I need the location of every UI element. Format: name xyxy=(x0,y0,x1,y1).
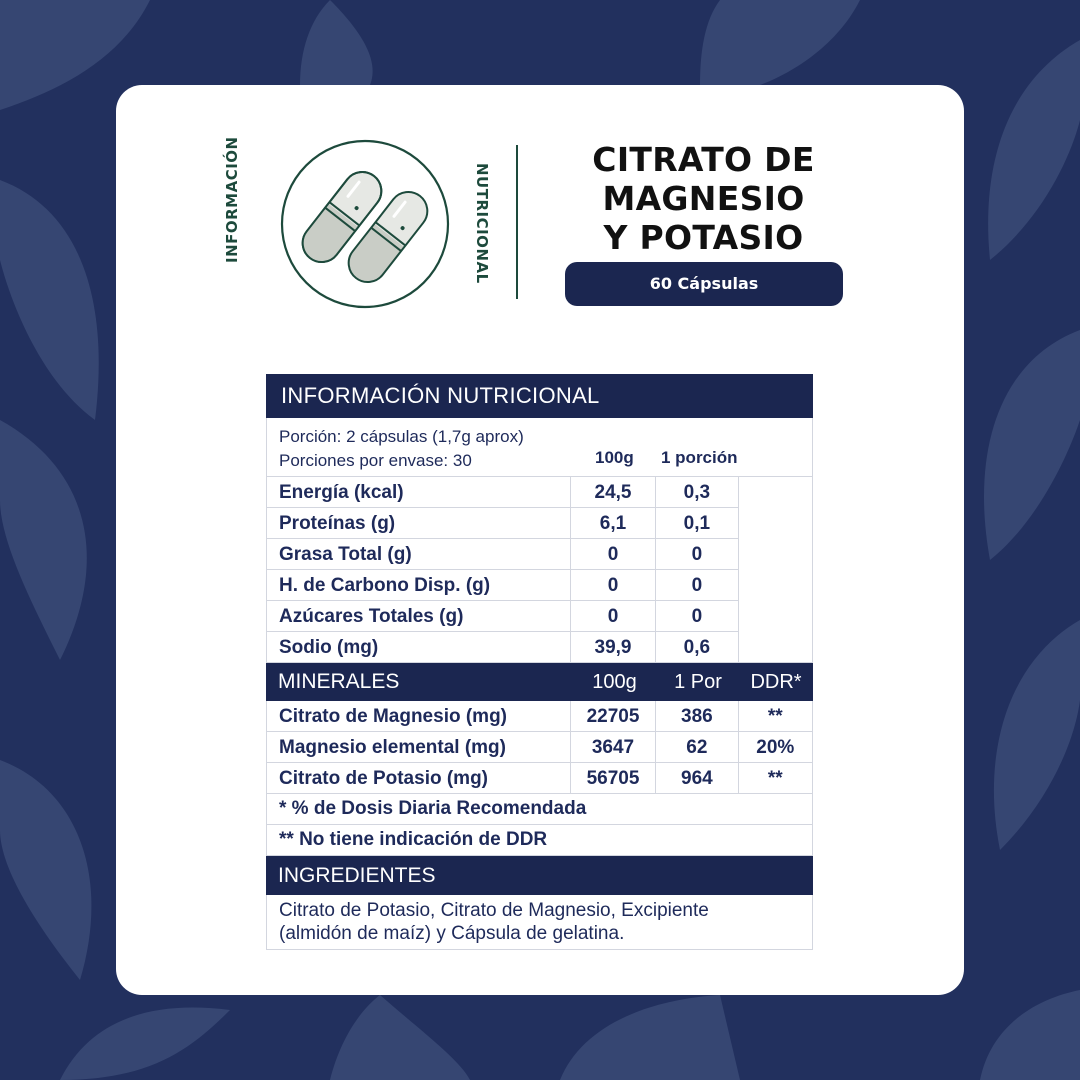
table-row xyxy=(266,601,813,632)
value-portion: 0 xyxy=(655,601,737,632)
value-100g: 22705 xyxy=(570,701,655,732)
ingredients-line-1: Citrato de Potasio, Citrato de Magnesio, Excipiente xyxy=(279,900,709,921)
value-portion: 0 xyxy=(655,539,737,570)
minerals-heading-row xyxy=(266,663,813,701)
table-row xyxy=(266,477,813,508)
value-ddr: ** xyxy=(738,701,813,732)
nutrient-name: Energía (kcal) xyxy=(266,477,570,508)
value-100g: 39,9 xyxy=(570,632,655,663)
empty-cell xyxy=(738,632,813,663)
value-portion: 386 xyxy=(655,701,737,732)
nutrient-name: H. de Carbono Disp. (g) xyxy=(266,570,570,601)
mineral-name: Magnesio elemental (mg) xyxy=(266,732,570,763)
table-row xyxy=(266,632,813,663)
col-header-100g: 100g xyxy=(592,671,637,693)
table-row xyxy=(266,508,813,539)
footnote-no-ddr: ** No tiene indicación de DDR xyxy=(266,825,813,856)
value-100g: 6,1 xyxy=(570,508,655,539)
col-header-portion: 1 porción xyxy=(661,448,738,467)
col-header-ddr: DDR* xyxy=(750,671,802,693)
value-portion: 62 xyxy=(655,732,737,763)
nutrient-name: Sodio (mg) xyxy=(266,632,570,663)
value-100g: 56705 xyxy=(570,763,655,794)
value-ddr: 20% xyxy=(738,732,813,763)
header-divider xyxy=(516,145,518,299)
nutrient-name: Grasa Total (g) xyxy=(266,539,570,570)
table-row xyxy=(266,763,813,794)
empty-cell xyxy=(738,539,813,570)
value-portion: 0 xyxy=(655,570,737,601)
table-row xyxy=(266,701,813,732)
label-nutricional: NUTRICIONAL xyxy=(473,163,491,284)
table-row xyxy=(266,570,813,601)
portions-per-package: Porciones por envase: 30 xyxy=(279,451,472,470)
title-line-3: Y POTASIO xyxy=(603,218,804,257)
product-title xyxy=(571,140,836,257)
capsule-count-badge: 60 Cápsulas xyxy=(565,262,843,306)
col-header-100g: 100g xyxy=(595,448,634,467)
value-portion: 964 xyxy=(655,763,737,794)
title-line-2: MAGNESIO xyxy=(602,179,805,218)
capsules-icon xyxy=(280,139,450,309)
mineral-name: Citrato de Potasio (mg) xyxy=(266,763,570,794)
label-informacion: INFORMACIÓN xyxy=(223,136,241,263)
nutrition-table xyxy=(266,374,813,950)
table-row xyxy=(266,539,813,570)
value-portion: 0,6 xyxy=(655,632,737,663)
nutrient-name: Proteínas (g) xyxy=(266,508,570,539)
title-line-1: CITRATO DE xyxy=(592,140,815,179)
value-100g: 24,5 xyxy=(570,477,655,508)
portion-size: Porción: 2 cápsulas (1,7g aprox) xyxy=(279,427,524,446)
empty-cell xyxy=(738,601,813,632)
nutrition-heading: INFORMACIÓN NUTRICIONAL xyxy=(266,374,813,418)
mineral-name: Citrato de Magnesio (mg) xyxy=(266,701,570,732)
value-100g: 0 xyxy=(570,539,655,570)
portion-info xyxy=(266,418,813,477)
empty-cell xyxy=(738,570,813,601)
col-header-portion: 1 Por xyxy=(674,671,722,693)
ingredients-line-2: (almidón de maíz) y Cápsula de gelatina. xyxy=(279,923,625,944)
minerals-heading: MINERALES xyxy=(278,670,400,693)
ingredients-heading: INGREDIENTES xyxy=(266,856,813,895)
info-card xyxy=(116,85,964,995)
value-ddr: ** xyxy=(738,763,813,794)
value-100g: 0 xyxy=(570,570,655,601)
value-100g: 3647 xyxy=(570,732,655,763)
value-portion: 0,1 xyxy=(655,508,737,539)
empty-cell xyxy=(738,477,813,508)
value-portion: 0,3 xyxy=(655,477,737,508)
value-100g: 0 xyxy=(570,601,655,632)
nutrient-name: Azúcares Totales (g) xyxy=(266,601,570,632)
table-row xyxy=(266,732,813,763)
footnote-ddr: * % de Dosis Diaria Recomendada xyxy=(266,794,813,825)
empty-cell xyxy=(738,508,813,539)
ingredients-text xyxy=(266,895,813,950)
